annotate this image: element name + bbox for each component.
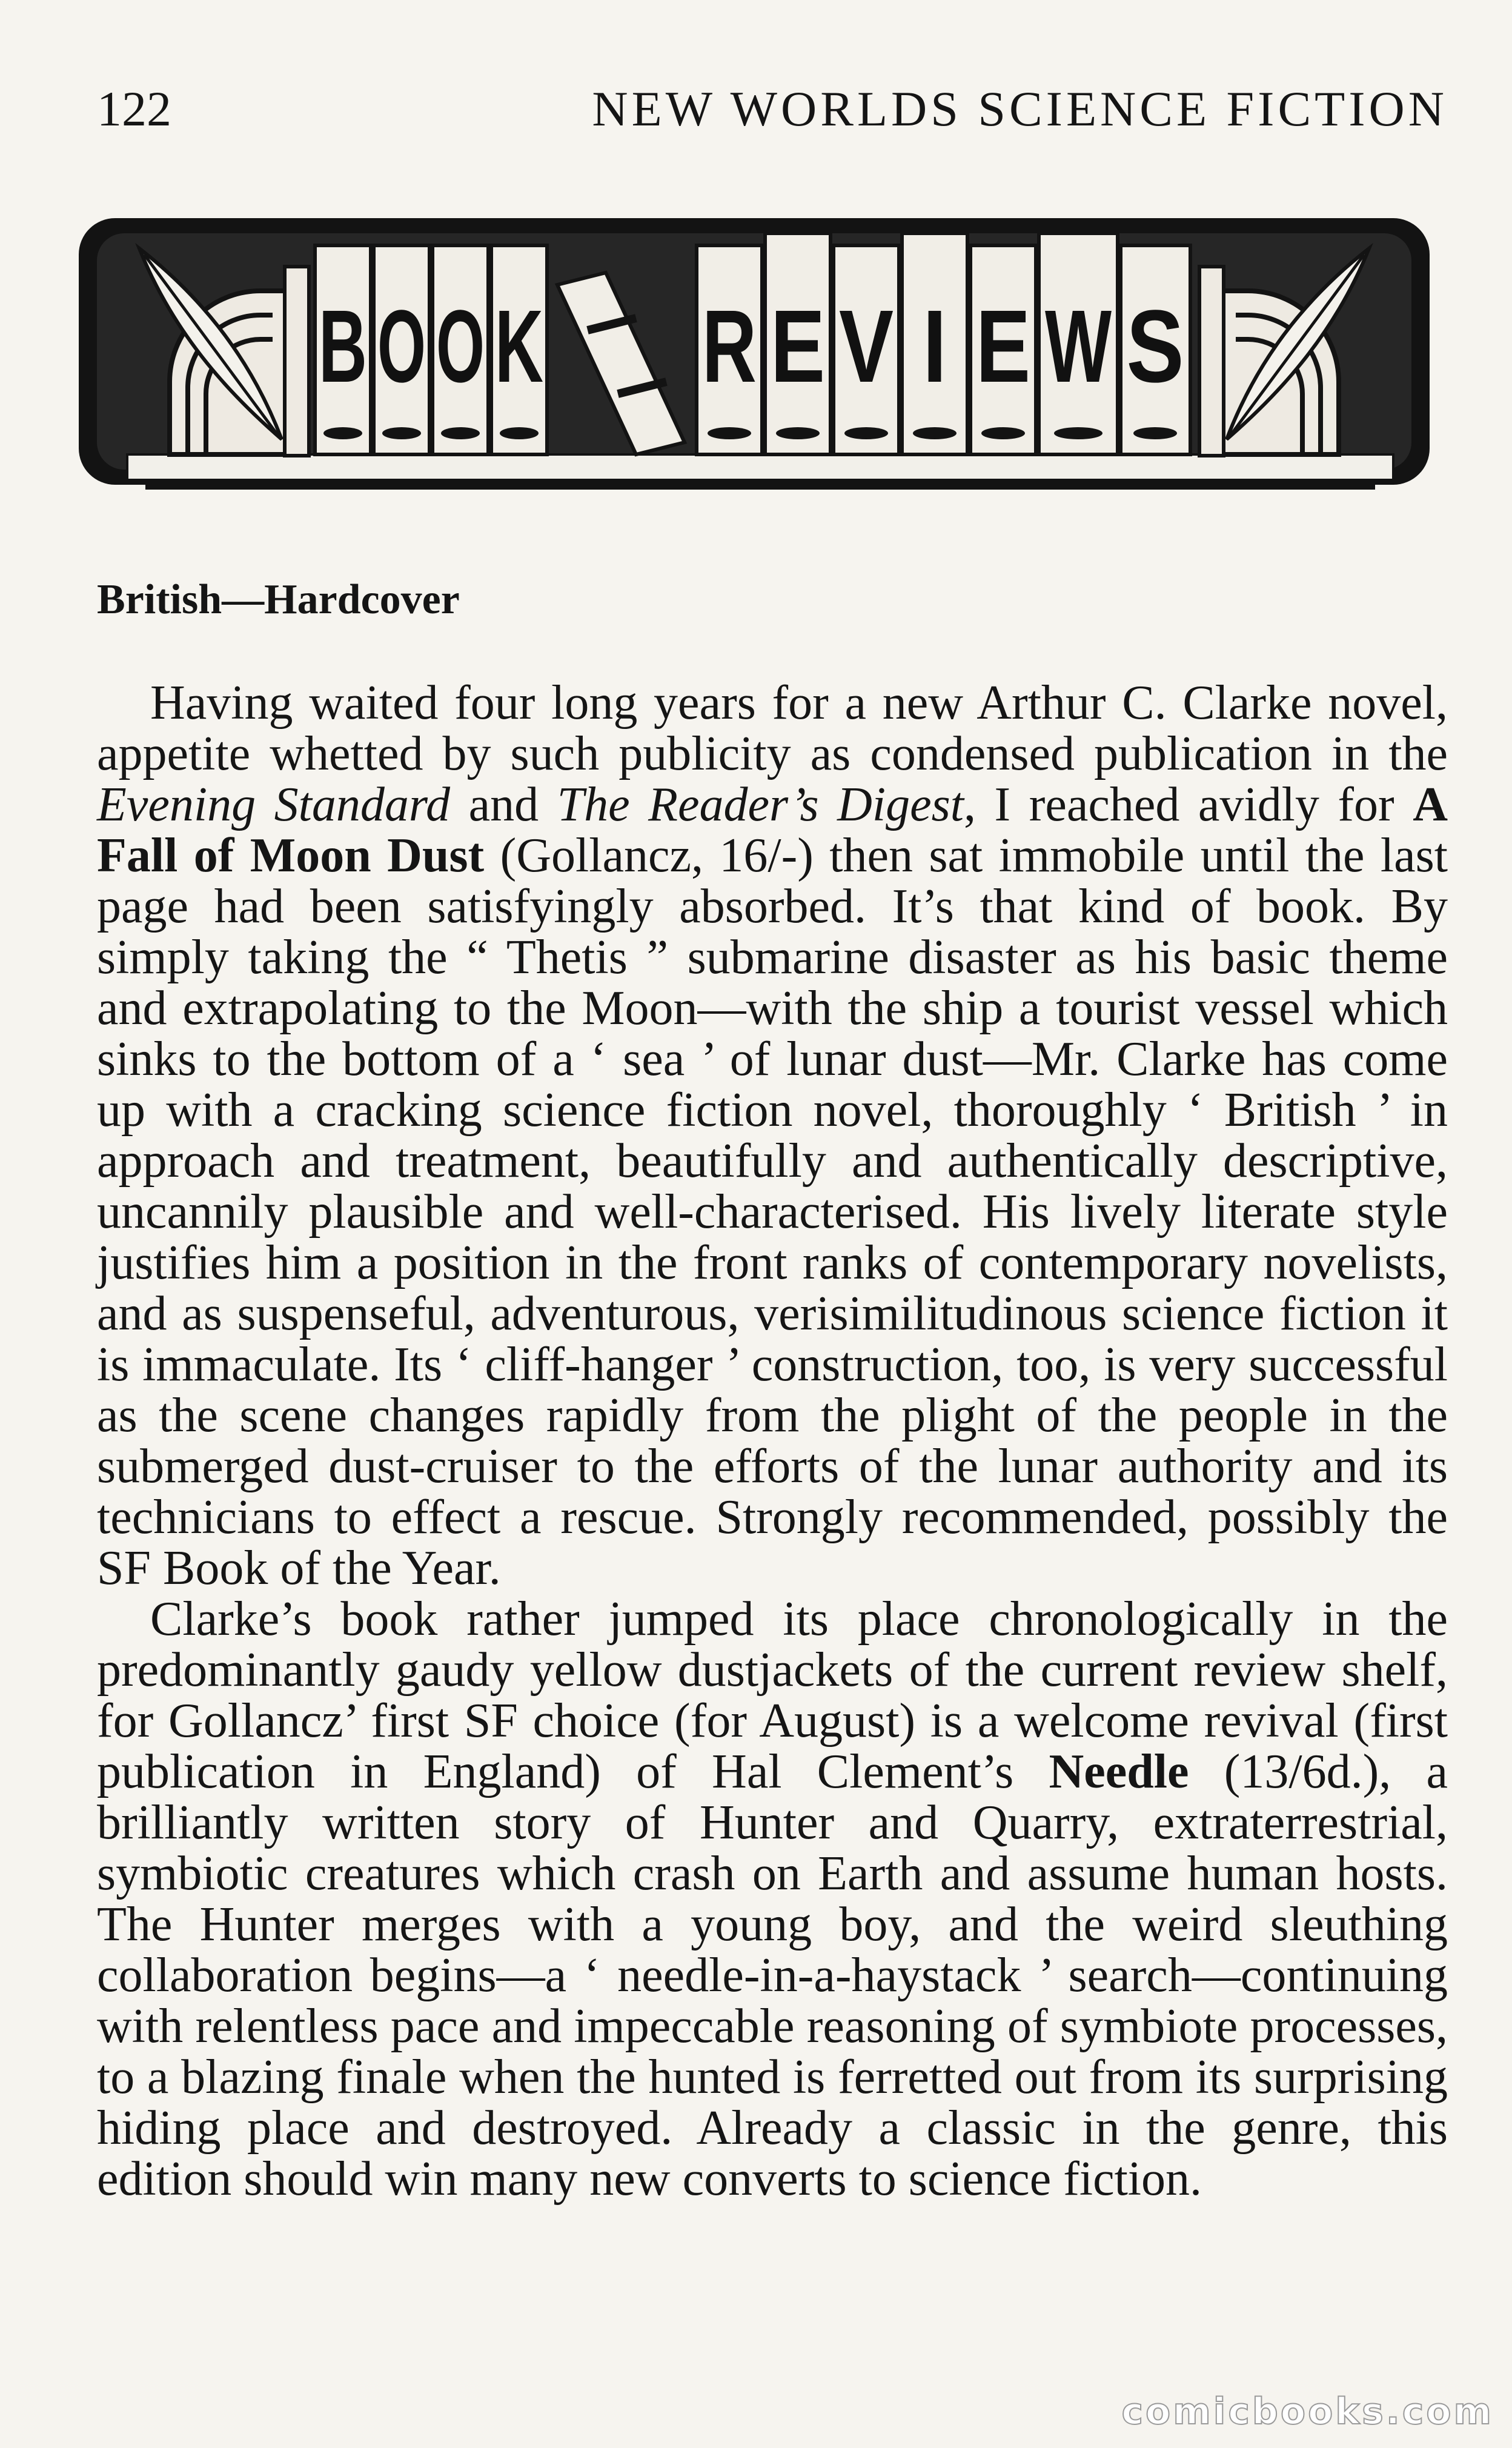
banner-letter: R [702,289,757,404]
banner-letter: K [495,289,543,404]
publication-title: The Reader’s Digest [557,778,964,831]
book-title: A Fall of Moon Dust [97,778,1448,882]
book-reviews-banner [73,200,1436,515]
banner-letter: B [319,289,367,404]
publication-title: Evening Standard [97,778,451,831]
section-heading: British—Hardcover [97,576,460,623]
banner-letter: E [771,289,825,404]
banner-letter: V [839,289,894,404]
review-body [97,677,1448,2204]
banner-letter: S [1126,289,1184,404]
running-header [97,76,1448,142]
book-title: Needle [1049,1745,1189,1798]
review-paragraph: Having waited four long years for a new Arthur C. Clarke novel, appetite whetted by such publicity as condensed publication in the Evening Standard and The Reader’s Digest, I reached avidly for A Fall of Moon Dust (Gollancz, 16/-) then sat immobile until the last page had been satisfyingly absorbed. It’s that kind of book. By simply taking the “ Thetis ” submarine disaster as his basic theme and extrapolating to the Moon—with the ship a tourist vessel which sinks to the bottom of a ‘ sea ’ of lunar dust—Mr. Clarke has come up with a cracking science fiction novel, thoroughly ‘ British ’ in approach and treatment, beautifully and authentically descriptive, uncannily plausible and well-characterised. His lively literate style justifies him a position in the front ranks of contemporary novelists, and as suspenseful, adventurous, verisimilitudinous science fiction it is immaculate. Its ‘ cliff-hanger ’ construction, too, is very successful as the scene changes rapidly from the plight of the people in the submerged dust-cruiser to the efforts of the lunar authority and its technicians to effect a rescue. Strongly recommended, possibly the SF Book of the Year. [97,676,1448,1595]
page-number: 122 [97,81,171,136]
watermark: comicbooks.com [1121,2390,1494,2433]
banner-letter: W [1045,289,1112,404]
banner-letter: O [377,289,426,404]
book-reviews-illustration [73,200,1436,515]
banner-letter: E [976,289,1030,404]
review-paragraph: Clarke’s book rather jumped its place chronologically in the predominantly gaudy yellow dustjackets of the current review shelf, for Gollancz’ first SF choice (for August) is a welcome revival (first publication in England) of Hal Clement’s Needle (13/6d.), a brilliantly written story of Hunter and Quarry, extraterrestrial, symbiotic creatures which crash on Earth and assume human hosts. The Hunter merges with a young boy, and the weird sleuthing collaboration begins—a ‘ needle-in-a-haystack ’ search—continuing with relentless pace and impeccable reasoning of symbiote processes, to a blazing finale when the hunted is ferretted out from its surprising hiding place and destroyed. Already a classic in the genre, this edition should win many new converts to science fiction. [97,1592,1448,2206]
shelf-board [127,454,1393,480]
banner-letter: I [923,289,947,404]
running-title: NEW WORLDS SCIENCE FICTION [592,81,1448,136]
banner-letter: O [436,289,485,404]
